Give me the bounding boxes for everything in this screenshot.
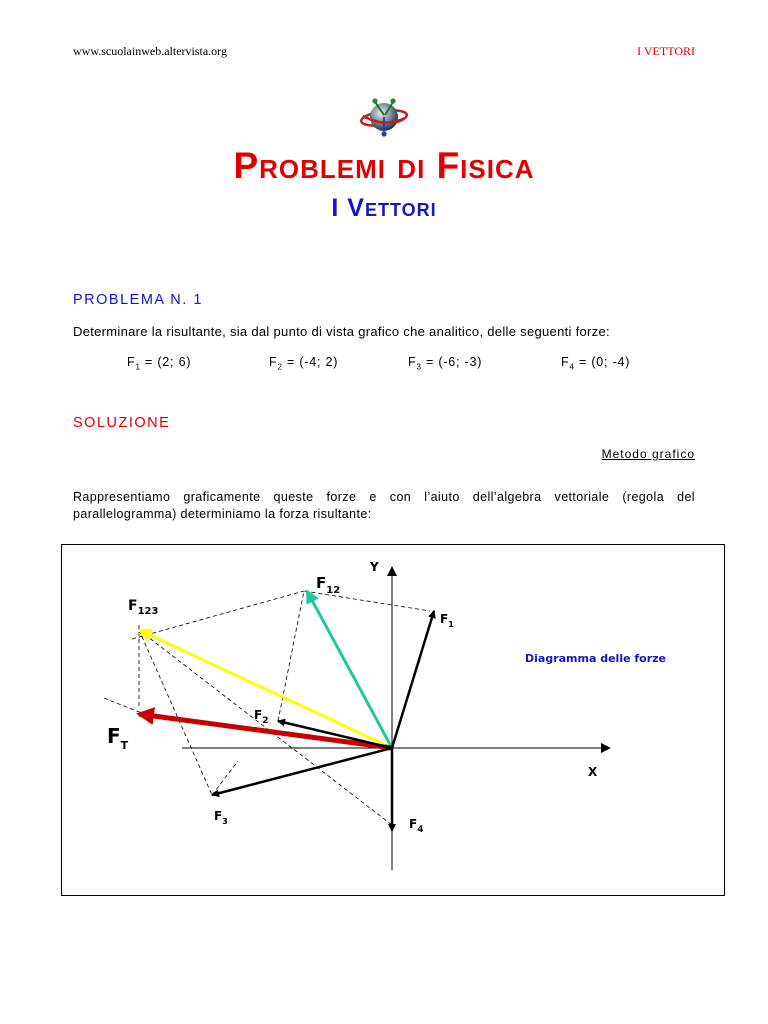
page-subtitle: I Vettori (331, 194, 437, 222)
vector-f3 (212, 748, 392, 795)
force-diagram (61, 544, 725, 896)
label-f12: $F_{12}$ (316, 574, 341, 596)
force-f2: $F_2 = (-4$; 2) (269, 355, 339, 372)
force-f4: $F_4 = (0$; -4) (561, 355, 631, 372)
axis-y-label: Y (370, 560, 379, 574)
force-f3: $F_3 = (-6$; -3) (408, 355, 483, 372)
vector-f1 (392, 611, 434, 748)
header-website: www.scuolainweb.altervista.org (73, 44, 227, 58)
label-f4: $F_4$ (409, 817, 424, 835)
force-f1: $F_1 = (2$; 6) (127, 355, 192, 372)
atom-globe-icon (358, 92, 410, 142)
label-f2: $F_2$ (254, 708, 269, 726)
vector-f12 (307, 591, 392, 748)
solution-heading: SOLUZIONE (73, 415, 171, 431)
label-f123: $F_{123}$ (128, 598, 159, 617)
axes (182, 567, 610, 870)
construction-lines (104, 591, 430, 825)
method-label: Metodo grafico (601, 447, 695, 461)
page-title: Problemi di Fisica (233, 145, 535, 186)
axis-x-label: X (588, 765, 598, 779)
label-f1: $F_1$ (440, 612, 454, 629)
header-section: I VETTORI (637, 44, 695, 58)
label-ft: $F_T$ (107, 724, 129, 752)
diagram-title: Diagramma delle forze (525, 652, 667, 665)
label-f3: $F_3$ (214, 809, 228, 826)
problem-heading: PROBLEMA N. 1 (73, 292, 203, 308)
problem-statement: Determinare la risultante, sia dal punto di vista grafico che analitico, delle seguenti forze: (73, 324, 610, 339)
solution-paragraph: Rappresentiamo graficamente queste forze e con l’aiuto dell’algebra vettoriale (regola del parallelogramma) determiniamo la forza risultante: (73, 490, 695, 521)
